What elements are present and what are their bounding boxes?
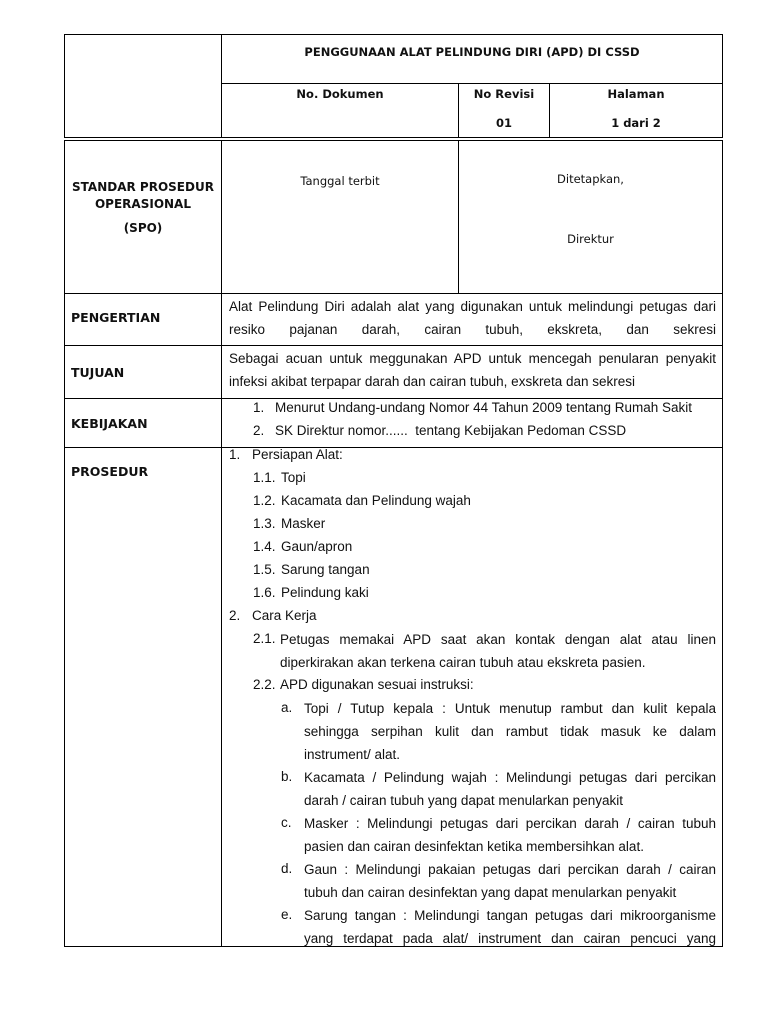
logo-cell [64, 34, 222, 138]
apd-item-letter: b. [281, 769, 293, 784]
step1-item-num: 1.3. [253, 516, 276, 531]
title-cell [221, 34, 723, 84]
step1-item-num: 1.1. [253, 470, 276, 485]
spo-title-cell [64, 140, 222, 294]
doc-no-label: No. Dokumen [296, 87, 384, 101]
step1-num: 1. [229, 447, 241, 462]
step2-1-num: 2.1. [253, 631, 276, 646]
apd-item-text: Gaun : Melindungi pakaian petugas dari percikan darah / cairan tubuh dan cairan desinfektan yang dapat menularkan penyakit [304, 862, 716, 901]
doc-no-cell [221, 83, 459, 138]
prosedur-label: PROSEDUR [71, 464, 149, 479]
pengertian-label: PENGERTIAN [71, 310, 161, 325]
step1-item: Kacamata dan Pelindung wajah [281, 493, 471, 508]
step1-item-num: 1.2. [253, 493, 276, 508]
spo-abbrev: (SPO) [123, 221, 163, 235]
kebijakan-label: KEBIJAKAN [71, 416, 148, 431]
step2-1-text: Petugas memakai APD saat akan kontak dengan alat atau linen diperkirakan akan terkena cairan tubuh atau ekskreta pasien. [280, 632, 716, 671]
step1-item: Masker [281, 516, 326, 531]
revision-value: 01 [495, 116, 512, 130]
kebijakan-label-cell [64, 398, 222, 448]
step1-item-num: 1.4. [253, 539, 276, 554]
tujuan-label-cell [64, 345, 222, 399]
page-title: PENGGUNAAN ALAT PELINDUNG DIRI (APD) DI CSSD [304, 45, 640, 59]
page-value: 1 dari 2 [611, 116, 661, 130]
step1-item: Pelindung kaki [281, 585, 369, 600]
kebijakan-item-1: Menurut Undang-undang Nomor 44 Tahun 2009 tentang Rumah Sakit [275, 400, 693, 415]
page-cell [549, 83, 723, 138]
approval-cell [458, 140, 723, 294]
pengertian-text: Alat Pelindung Diri adalah alat yang digunakan untuk melindungi petugas dari resiko pajanan darah, cairan tubuh, ekskreta, dan sekresi [229, 299, 716, 338]
spo-title-line2: OPERASIONAL [94, 197, 191, 211]
step1-item-num: 1.5. [253, 562, 276, 577]
apd-item-letter: d. [281, 861, 293, 876]
spo-title-line1: STANDAR PROSEDUR [72, 180, 214, 194]
approved-label: Ditetapkan, [557, 172, 624, 186]
prosedur-text-cell [221, 447, 723, 947]
step1-title: Persiapan Alat: [252, 447, 343, 462]
issue-date-cell [221, 140, 459, 294]
apd-item-text: Masker : Melindungi petugas dari percikan darah / cairan tubuh pasien dan cairan desinfektan ketika membersihkan alat. [304, 816, 716, 855]
tujuan-label: TUJUAN [71, 365, 125, 380]
apd-item-text: Topi / Tutup kepala : Untuk menutup rambut dan kulit kepala sehingga serpihan kulit dan rambut tidak masuk ke dalam instrument/ alat. [304, 701, 716, 763]
step2-num: 2. [229, 608, 241, 623]
step1-item-num: 1.6. [253, 585, 276, 600]
apd-item-letter: e. [281, 907, 293, 922]
step2-title: Cara Kerja [252, 608, 317, 623]
apd-item-letter: c. [281, 815, 292, 830]
kebijakan-text-cell [221, 398, 723, 448]
tujuan-text-cell [221, 345, 723, 399]
pengertian-text-cell [221, 293, 723, 346]
revision-label: No Revisi [473, 87, 535, 101]
step1-item: Topi [281, 470, 306, 485]
apd-item-text: Sarung tangan : Melindungi tangan petugas dari mikroorganisme yang terdapat pada alat/ instrument dan cairan pencuci yang [304, 908, 716, 947]
step1-item: Sarung tangan [281, 562, 370, 577]
step1-item: Gaun/apron [281, 539, 353, 554]
apd-item-letter: a. [281, 700, 293, 715]
step2-2-num: 2.2. [253, 677, 276, 692]
director-label: Direktur [567, 232, 614, 246]
kebijakan-num-1: 1. [253, 400, 265, 415]
issue-date-label: Tanggal terbit [300, 174, 380, 188]
tujuan-text: Sebagai acuan untuk meggunakan APD untuk mencegah penularan penyakit infeksi akibat terpapar darah dan cairan tubuh, exskreta dan sekresi [229, 351, 716, 390]
pengertian-label-cell [64, 293, 222, 346]
kebijakan-item-2: SK Direktur nomor...... tentang Kebijakan Pedoman CSSD [275, 423, 627, 438]
kebijakan-num-2: 2. [253, 423, 265, 438]
revision-cell [458, 83, 550, 138]
page-label: Halaman [607, 87, 665, 101]
apd-item-text: Kacamata / Pelindung wajah : Melindungi petugas dari percikan darah / cairan tubuh yang dapat menularkan penyakit [304, 770, 716, 809]
step2-2-text: APD digunakan sesuai instruksi: [280, 677, 474, 692]
prosedur-label-cell [64, 447, 222, 947]
